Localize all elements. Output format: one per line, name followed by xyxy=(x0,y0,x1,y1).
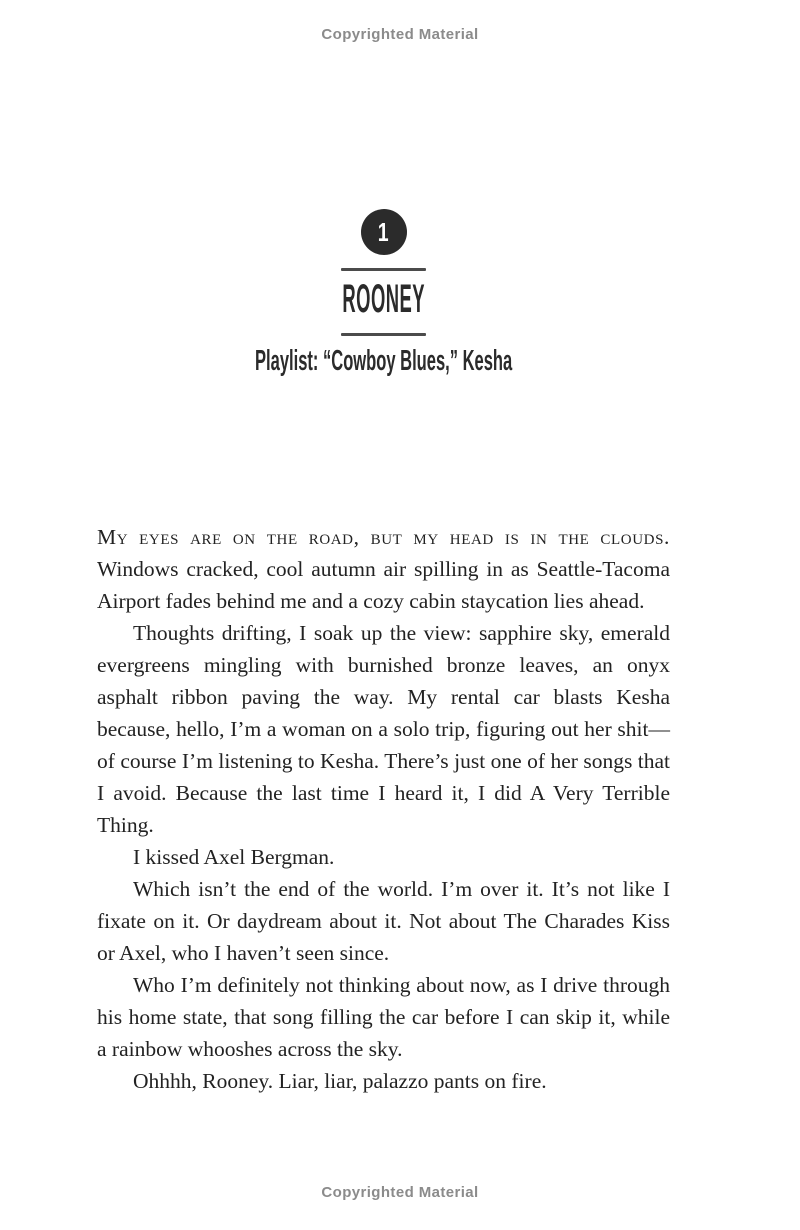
body-text xyxy=(97,521,670,1097)
opening-rest: Windows cracked, cool autumn air spilling in as Seattle-Tacoma Airport fades behind me and a cozy cabin staycation lies ahead. xyxy=(97,557,670,613)
chapter-number-badge xyxy=(361,209,407,255)
chapter-title xyxy=(97,278,670,320)
chapter-number: 1 xyxy=(378,217,389,247)
chapter-header xyxy=(97,209,670,377)
paragraph: Thoughts drifting, I soak up the view: sapphire sky, emerald evergreens mingling with burnished bronze leaves, an onyx asphalt ribbon paving the way. My rental car blasts Kesha because, hello, I’m a woman on a solo trip, figuring out her shit—of course I’m listening to Kesha. There’s just one of her songs that I avoid. Because the last time I heard it, I did A Very Terrible Thing. xyxy=(97,621,670,837)
opening-smallcaps-sentence: My eyes are on the road, but my head is in the clouds. xyxy=(97,525,670,549)
divider-line-top xyxy=(341,268,426,271)
paragraph-opening xyxy=(97,521,670,617)
paragraph: I kissed Axel Bergman. xyxy=(133,845,335,869)
chapter-title-text: ROONEY xyxy=(342,277,425,321)
paragraph: Which isn’t the end of the world. I’m over it. It’s not like I fixate on it. Or daydream about it. Not about The Charades Kiss or Axel, who I haven’t seen since. xyxy=(97,877,670,965)
paragraph: Ohhhh, Rooney. Liar, liar, palazzo pants on fire. xyxy=(133,1069,547,1093)
copyright-notice-top: Copyrighted Material xyxy=(321,26,479,43)
chapter-playlist xyxy=(97,345,670,377)
paragraph: Who I’m definitely not thinking about now, as I drive through his home state, that song filling the car before I can skip it, while a rainbow whooshes across the sky. xyxy=(97,973,670,1061)
divider-line-bottom xyxy=(341,333,426,336)
chapter-playlist-text: Playlist: “Cowboy Blues,” Kesha xyxy=(254,345,513,377)
copyright-notice-bottom: Copyrighted Material xyxy=(321,1184,479,1201)
